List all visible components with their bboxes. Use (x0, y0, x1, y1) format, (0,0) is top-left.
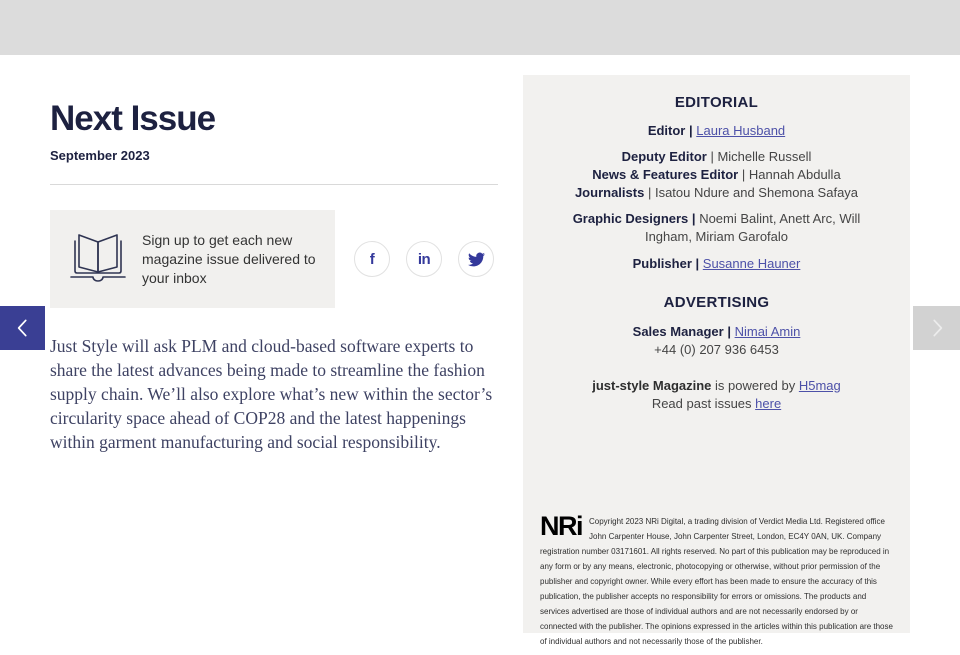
next-page-button[interactable] (913, 306, 960, 350)
sales-manager-row (567, 323, 866, 341)
publisher-imprint (540, 512, 894, 647)
past-issues-line (523, 395, 910, 413)
news-features-editor-label: News & Features Editor (592, 167, 739, 182)
separator: | (647, 185, 652, 200)
publisher-row (567, 255, 866, 273)
advertising-rows (523, 323, 910, 359)
nri-logo: NRi (540, 511, 582, 541)
graphic-designers-row (567, 210, 866, 246)
facebook-button[interactable] (354, 241, 390, 277)
journalists-row (567, 184, 866, 202)
powered-by-line (523, 377, 910, 395)
page-title: Next Issue (50, 99, 216, 138)
signup-text: Sign up to get each new magazine issue delivered to your inbox (142, 231, 316, 286)
editorial-heading: EDITORIAL (674, 94, 759, 111)
deputy-editor-row (567, 148, 866, 166)
chevron-right-icon (924, 315, 950, 341)
deputy-editor-label: Deputy Editor (621, 149, 707, 164)
separator: | (727, 324, 731, 339)
magazine-name: just-style Magazine (592, 378, 712, 393)
editorial-panel (523, 75, 910, 646)
open-book-icon (66, 227, 130, 291)
issue-date: September 2023 (50, 148, 150, 163)
powered-by-block (523, 377, 910, 413)
next-issue-section (50, 55, 498, 454)
linkedin-button[interactable] (406, 241, 442, 277)
chevron-left-icon (10, 315, 36, 341)
linkedin-icon: in (417, 250, 431, 268)
separator: | (691, 211, 696, 226)
h5mag-link[interactable]: H5mag (798, 378, 841, 393)
deputy-editor-name: Michelle Russell (717, 149, 812, 164)
publisher-link[interactable]: Susanne Hauner (702, 256, 801, 271)
social-buttons (354, 241, 494, 277)
editor-label: Editor (647, 123, 686, 138)
sales-manager-link[interactable]: Nimai Amin (734, 324, 801, 339)
sales-manager-label: Sales Manager (632, 324, 724, 339)
divider (50, 184, 498, 185)
signup-row (50, 210, 498, 308)
advertising-heading: ADVERTISING (663, 294, 770, 311)
twitter-button[interactable] (458, 241, 494, 277)
journalists-label: Journalists (574, 185, 645, 200)
news-features-editor-row (567, 166, 866, 184)
past-issues-text: Read past issues (651, 396, 756, 411)
separator: | (689, 123, 693, 138)
graphic-designers-label: Graphic Designers (572, 211, 689, 226)
facebook-icon: f (369, 250, 375, 268)
copyright-text: Copyright 2023 NRi Digital, a trading division of Verdict Media Ltd. Registered office John Carpenter House, John Carpenter Street, London, EC4Y 0AN, UK. Company registration number 03171601. All rights reserved. No part of this publication may be reproduced in any form or by any means, electronic, photocopying or otherwise, without prior permission of the publisher and copyright owner. While every effort has been made to ensure the accuracy of this publication, the publisher accepts no responsibility for errors or omissions. The products and services advertised are those of individual authors and are not necessarily endorsed by or connected with the publisher. The opinions expressed in the articles within this publication are those of individual authors and not necessarily those of the publisher. (540, 517, 893, 646)
powered-text: is powered by (711, 378, 799, 393)
journalists-names: Isatou Ndure and Shemona Safaya (654, 185, 859, 200)
news-features-editor-name: Hannah Abdulla (748, 167, 841, 182)
prev-page-button[interactable] (0, 306, 45, 350)
graphic-designers-names: Noemi Balint, Anett Arc, Will Ingham, Miriam Garofalo (644, 211, 861, 244)
next-issue-description: Just Style will ask PLM and cloud-based software experts to share the latest advances being made to streamline the fashion supply chain. We’ll also explore what’s new within the sector’s circularity space ahead of COP28 and the latest happenings within garment manufacturing and social responsibility. (50, 336, 493, 452)
separator: | (741, 167, 746, 182)
twitter-icon (468, 251, 485, 268)
editorial-rows (523, 122, 910, 273)
separator: | (710, 149, 714, 164)
top-bar (0, 0, 960, 55)
past-issues-link[interactable]: here (755, 396, 782, 411)
separator: | (695, 256, 700, 271)
signup-box[interactable] (50, 210, 335, 308)
editor-row (567, 122, 866, 140)
phone-number: +44 (0) 207 936 6453 (654, 342, 779, 357)
editor-link[interactable]: Laura Husband (696, 123, 786, 138)
publisher-label: Publisher (632, 256, 692, 271)
